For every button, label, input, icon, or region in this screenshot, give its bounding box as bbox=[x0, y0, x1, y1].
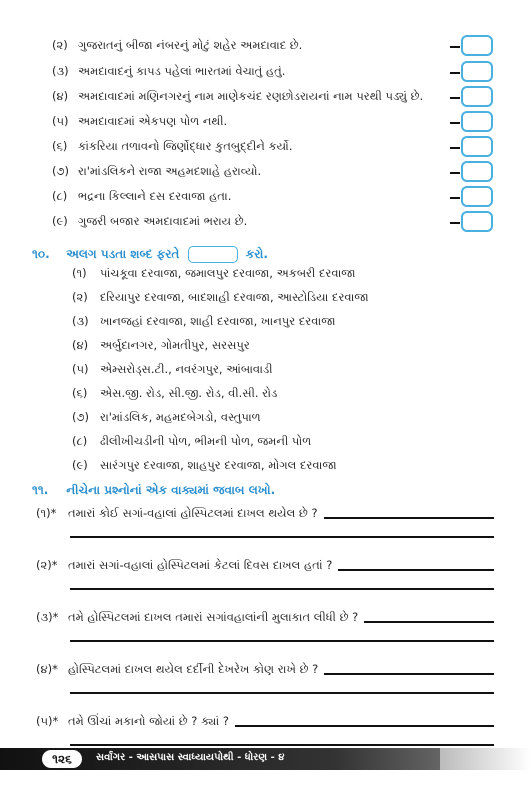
question-item bbox=[36, 714, 229, 729]
true-false-item bbox=[52, 139, 292, 154]
answer-box[interactable] bbox=[461, 35, 493, 56]
item-text: અમદાવાદમાં એકપણ પોળ નથી. bbox=[78, 114, 228, 128]
question-number: (૨)* bbox=[36, 558, 58, 572]
answer-line[interactable] bbox=[70, 536, 494, 538]
odd-one-out-item bbox=[72, 434, 311, 449]
item-text: ગુજરી બજાર અમદાવાદમાં ભરાય છે. bbox=[78, 214, 248, 228]
question-text: તમારાં સગાં-વહાલાં હોસ્પિટલમાં કેટલાં દિવસ દાખલ હતાં ? bbox=[68, 558, 333, 572]
answer-dash bbox=[450, 46, 460, 48]
section-11-title bbox=[32, 483, 275, 498]
answer-line-inline[interactable] bbox=[364, 621, 494, 623]
item-text: અર્બુદાનગર, ગોમતીપુર, સરસપુર bbox=[100, 338, 250, 352]
item-number: (૬) bbox=[52, 139, 68, 153]
answer-line[interactable] bbox=[70, 692, 494, 694]
item-number: (૫) bbox=[52, 114, 69, 128]
odd-one-out-item bbox=[72, 290, 369, 305]
answer-box[interactable] bbox=[461, 211, 493, 232]
page-number: ૧૨૬ bbox=[42, 750, 82, 768]
question-text: તમે હોસ્પિટલમાં દાખલ તમારાં સગાંવહાલાંની મુલાકાત લીધી છે ? bbox=[68, 610, 359, 624]
odd-one-out-item bbox=[72, 338, 250, 353]
answer-box[interactable] bbox=[461, 61, 493, 82]
section-10-title-after: કરો. bbox=[245, 247, 268, 261]
item-text: સારંગપુર દરવાજા, શાહપુર દરવાજા, મોગલ દરવાજા bbox=[100, 458, 337, 472]
item-number: (૮) bbox=[52, 189, 68, 203]
answer-dash bbox=[450, 172, 460, 174]
item-number: (૬) bbox=[72, 386, 88, 400]
item-text: એસ.જી. રોડ, સી.જી. રોડ, વી.સી. રોડ bbox=[100, 386, 278, 400]
item-number: (૯) bbox=[52, 214, 68, 228]
answer-line[interactable] bbox=[70, 588, 494, 590]
answer-line-inline[interactable] bbox=[235, 725, 494, 727]
answer-dash bbox=[450, 97, 460, 99]
question-item bbox=[36, 610, 358, 625]
item-number: (૩) bbox=[52, 64, 69, 78]
odd-one-out-item bbox=[72, 386, 277, 401]
answer-box[interactable] bbox=[461, 161, 493, 182]
answer-dash bbox=[450, 147, 460, 149]
question-number: (૪)* bbox=[36, 662, 58, 676]
section-11-number: ૧૧. bbox=[32, 483, 49, 497]
odd-one-out-item bbox=[72, 410, 261, 425]
answer-box[interactable] bbox=[461, 86, 493, 107]
item-text: કાંકરિયા તળાવનો જિર્ણોદ્ધાર કુતબુદ્દીને કર્યો. bbox=[78, 139, 293, 153]
answer-dash bbox=[450, 197, 460, 199]
item-text: રા'માંડલિક, મહમદબેગડો, વસ્તુપાળ bbox=[100, 410, 261, 424]
item-number: (૩) bbox=[72, 314, 89, 328]
question-item bbox=[36, 558, 332, 573]
question-number: (૧)* bbox=[36, 506, 57, 520]
item-text: ગુજરાતનું બીજા નંબરનું મોટું શહેર અમદાવાદ છે. bbox=[78, 38, 303, 52]
answer-line[interactable] bbox=[70, 640, 494, 642]
question-text: તમારાં કોઈ સગાં-વહાલાં હોસ્પિટલમાં દાખલ થયેલ છે ? bbox=[68, 506, 318, 520]
odd-one-out-item bbox=[72, 458, 337, 473]
odd-one-out-item bbox=[72, 362, 273, 377]
item-number: (૭) bbox=[72, 410, 89, 424]
answer-line-inline[interactable] bbox=[324, 517, 494, 519]
item-number: (૮) bbox=[72, 434, 88, 448]
true-false-item bbox=[52, 89, 423, 104]
item-number: (૭) bbox=[52, 164, 69, 178]
item-number: (૪) bbox=[72, 338, 89, 352]
item-number: (૧) bbox=[72, 266, 87, 280]
question-item bbox=[36, 506, 318, 521]
question-number: (૩)* bbox=[36, 610, 59, 624]
odd-one-out-item bbox=[72, 314, 335, 329]
section-11-title-text: નીચેના પ્રશ્નોનાં એક વાક્યમાં જવાબ લખો. bbox=[66, 483, 276, 497]
footer-fade bbox=[440, 748, 531, 770]
answer-dash bbox=[450, 122, 460, 124]
item-text: અમદાવાદનું કાપડ પહેલાં ભારતમાં વેચાતું હતું. bbox=[78, 64, 286, 78]
true-false-item bbox=[52, 38, 302, 53]
item-text: દરિયાપુર દરવાજા, બાદશાહી દરવાજા, આસ્ટોડિયા દરવાજા bbox=[100, 290, 369, 304]
answer-box[interactable] bbox=[461, 111, 493, 132]
true-false-item bbox=[52, 64, 285, 79]
answer-line-inline[interactable] bbox=[324, 673, 494, 675]
question-number: (૫)* bbox=[36, 714, 59, 728]
item-text: રા'માંડલિકને રાજા અહમદશાહે હરાવ્યો. bbox=[78, 164, 262, 178]
circle-blank-box bbox=[188, 246, 238, 263]
answer-line-inline[interactable] bbox=[338, 569, 494, 571]
section-10-number: ૧૦. bbox=[32, 247, 50, 261]
true-false-item bbox=[52, 189, 231, 204]
item-text: ભદ્રના કિલ્લાને દસ દરવાજા હતા. bbox=[78, 189, 232, 203]
true-false-item bbox=[52, 114, 227, 129]
item-number: (૨) bbox=[52, 38, 68, 52]
section-10-title bbox=[32, 246, 268, 263]
item-text: પાંચકૂવા દરવાજા, જમાલપુર દરવાજા, અકબરી દરવાજા bbox=[100, 266, 356, 280]
item-number: (૪) bbox=[52, 89, 69, 103]
answer-line[interactable] bbox=[70, 744, 494, 746]
question-text: તમે ઊંચાં મકાનો જોયાં છે ? ક્યાં ? bbox=[68, 714, 229, 728]
true-false-item bbox=[52, 214, 247, 229]
section-10-title-before: અલગ પડતા શબ્દ ફરતે bbox=[66, 247, 180, 261]
item-text: અમદાવાદમાં મણિનગરનું નામ માણેકચંદ રણછોડરાયનાં નામ પરથી પડ્યું છે. bbox=[78, 89, 424, 103]
page-footer bbox=[0, 748, 531, 770]
answer-box[interactable] bbox=[461, 186, 493, 207]
answer-box[interactable] bbox=[461, 136, 493, 157]
question-item bbox=[36, 662, 318, 677]
item-text: ઢીલીખીચડીની પોળ, ભીમની પોળ, જમની પોળ bbox=[100, 434, 312, 448]
true-false-item bbox=[52, 164, 261, 179]
footer-book-title: સર્વાંગર - આસપાસ સ્વાધ્યાયપોથી - ધોરણ - ૪ bbox=[96, 752, 285, 763]
item-number: (૫) bbox=[72, 362, 89, 376]
question-text: હોસ્પિટલમાં દાખલ થયેલ દર્દીની દેખરેખ કોણ રાખે છે ? bbox=[68, 662, 319, 676]
answer-dash bbox=[450, 222, 460, 224]
answer-dash bbox=[450, 72, 460, 74]
item-number: (૨) bbox=[72, 290, 88, 304]
odd-one-out-item bbox=[72, 266, 356, 281]
item-text: ખાનજહાં દરવાજા, શાહી દરવાજા, ખાનપુર દરવાજા bbox=[100, 314, 336, 328]
item-number: (૯) bbox=[72, 458, 88, 472]
item-text: એમ્સરોડ્સ.ટી., નવરંગપુર, આંબાવાડી bbox=[100, 362, 273, 376]
